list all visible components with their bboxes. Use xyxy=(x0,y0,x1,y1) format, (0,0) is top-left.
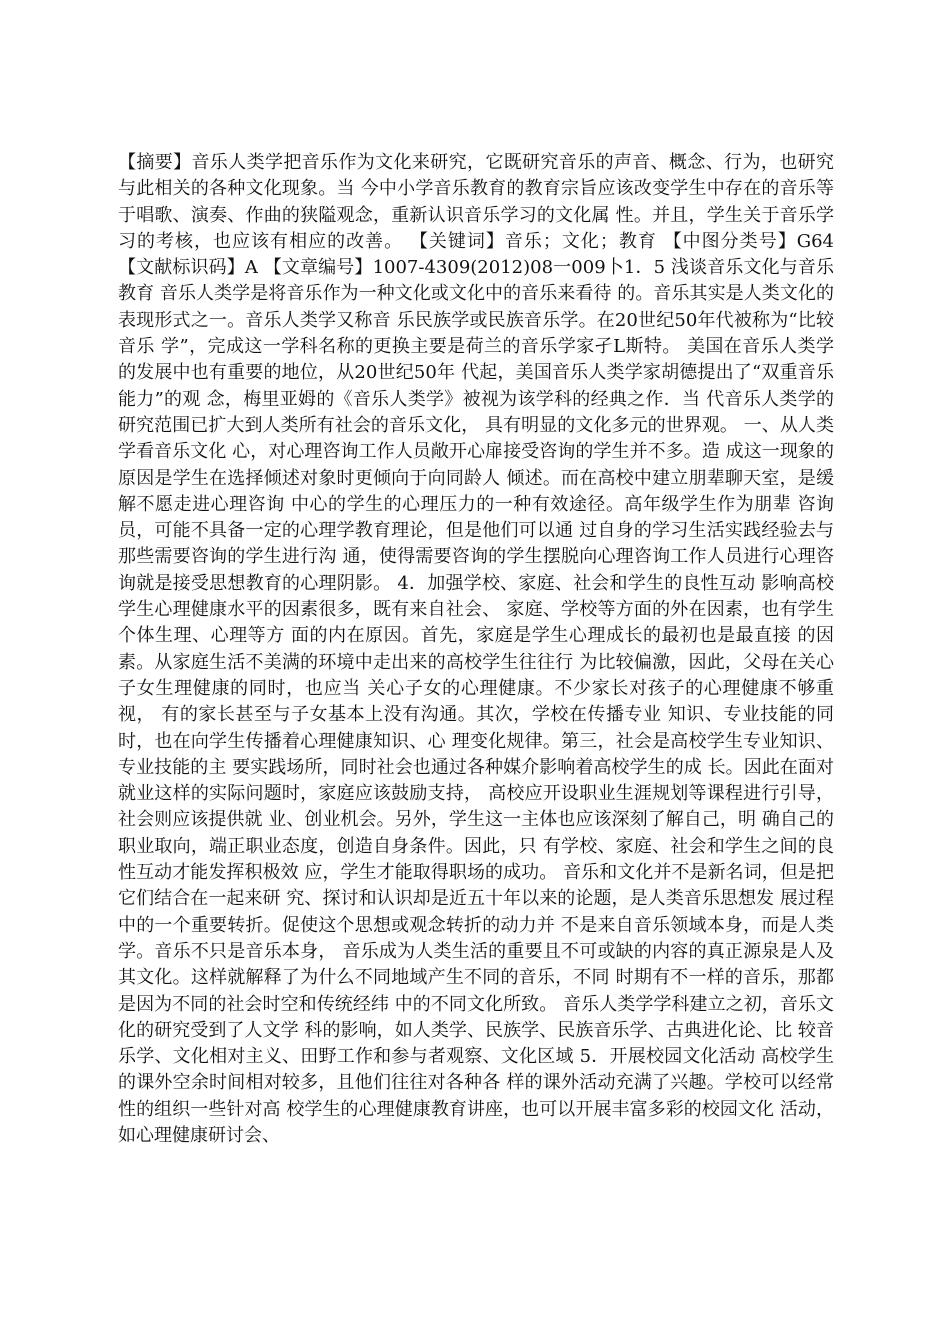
body-paragraph: 【摘要】音乐人类学把音乐作为文化来研究，它既研究音乐的声音、概念、行为，也研究与此相关的各种文化现象。当 今中小学音乐教育的教育宗旨应该改变学生中存在的音乐等于唱歌、演奏、作曲的狭隘观念，重新认识音乐学习的文化属 性。并且，学生关于音乐学习的考核，也应该有相应的改善。 【关键词】音乐；文化；教育 【中图分类号】G64 【文献标识码】A 【文章编号】1007-4309(2012)08一009卜1．5 浅谈音乐文化与音乐教育 音乐人类学是将音乐作为一种文化或文化中的音乐来看待 的。音乐其实是人类文化的表现形式之一。音乐人类学又称音 乐民族学或民族音乐学。在20世纪50年代被称为“比较音乐 学”，完成这一学科名称的更换主要是荷兰的音乐学家孑L斯特。 美国在音乐人类学的发展中也有重要的地位，从20世纪50年 代起，美国音乐人类学家胡德提出了“双重音乐能力”的观 念，梅里亚姆的《音乐人类学》被视为该学科的经典之作．当 代音乐人类学的研究范围已扩大到人类所有社会的音乐文化， 具有明显的文化多元的世界观。 一、从人类学看音乐文化 心，对心理咨询工作人员敞开心扉接受咨询的学生并不多。造 成这一现象的原因是学生在选择倾述对象时更倾向于向同龄人 倾述。而在高校中建立朋辈聊天室，是缓解不愿走进心理咨询 中心的学生的心理压力的一种有效途径。高年级学生作为朋辈 咨询员，可能不具备一定的心理学教育理论，但是他们可以通 过自身的学习生活实践经验去与那些需要咨询的学生进行沟 通，使得需要咨询的学生摆脱向心理咨询工作人员进行心理咨 询就是接受思想教育的心理阴影。 4．加强学校、家庭、社会和学生的良性互动 影响高校学生心理健康水平的因素很多，既有来自社会、 家庭、学校等方面的外在因素，也有学生个体生理、心理等方 面的内在原因。首先，家庭是学生心理成长的最初也是最直接 的因素。从家庭生活不美满的环境中走出来的高校学生往往行 为比较偏激，因此，父母在关心子女生理健康的同时，也应当 关心子女的心理健康。不少家长对孩子的心理健康不够重视， 有的家长甚至与子女基本上没有沟通。其次，学校在传播专业 知识、专业技能的同时，也在向学生传播着心理健康知识、心 理变化规律。第三，社会是高校学生专业知识、专业技能的主 要实践场所，同时社会也通过各种媒介影响着高校学生的成 长。因此在面对就业这样的实际问题时，家庭应该鼓励支持， 高校应开设职业生涯规划等课程进行引导，社会则应该提供就 业、创业机会。另外，学生这一主体也应该深刻了解自己，明 确自己的职业取向，端正职业态度，创造自身条件。因此，只 有学校、家庭、社会和学生之间的良性互动才能发挥积极效 应，学生才能取得职场的成功。 音乐和文化并不是新名词，但是把它们结合在一起来研 究、探讨和认识却是近五十年以来的论题，是人类音乐思想发 展过程中的一个重要转折。促使这个思想或观念转折的动力并 不是来自音乐领域本身，而是人类学。音乐不只是音乐本身， 音乐成为人类生活的重要且不可或缺的内容的真正源泉是人及 其文化。这样就解释了为什么不同地域产生不同的音乐，不同 时期有不一样的音乐，那都是因为不同的社会时空和传统经纬 中的不同文化所致。 音乐人类学学科建立之初，音乐文化的研究受到了人文学 科的影响，如人类学、民族学、民族音乐学、古典进化论、比 较音乐学、文化相对主义、田野工作和参与者观察、文化区域 5．开展校园文化活动 高校学生的课外空余时间相对较多，且他们往往对各种各 样的课外活动充满了兴趣。学校可以经常性的组织一些针对高 校学生的心理健康教育讲座，也可以开展丰富多彩的校园文化 活动，如心理健康研讨会、 xyxy=(118,152,834,1146)
document-body xyxy=(118,150,834,1149)
